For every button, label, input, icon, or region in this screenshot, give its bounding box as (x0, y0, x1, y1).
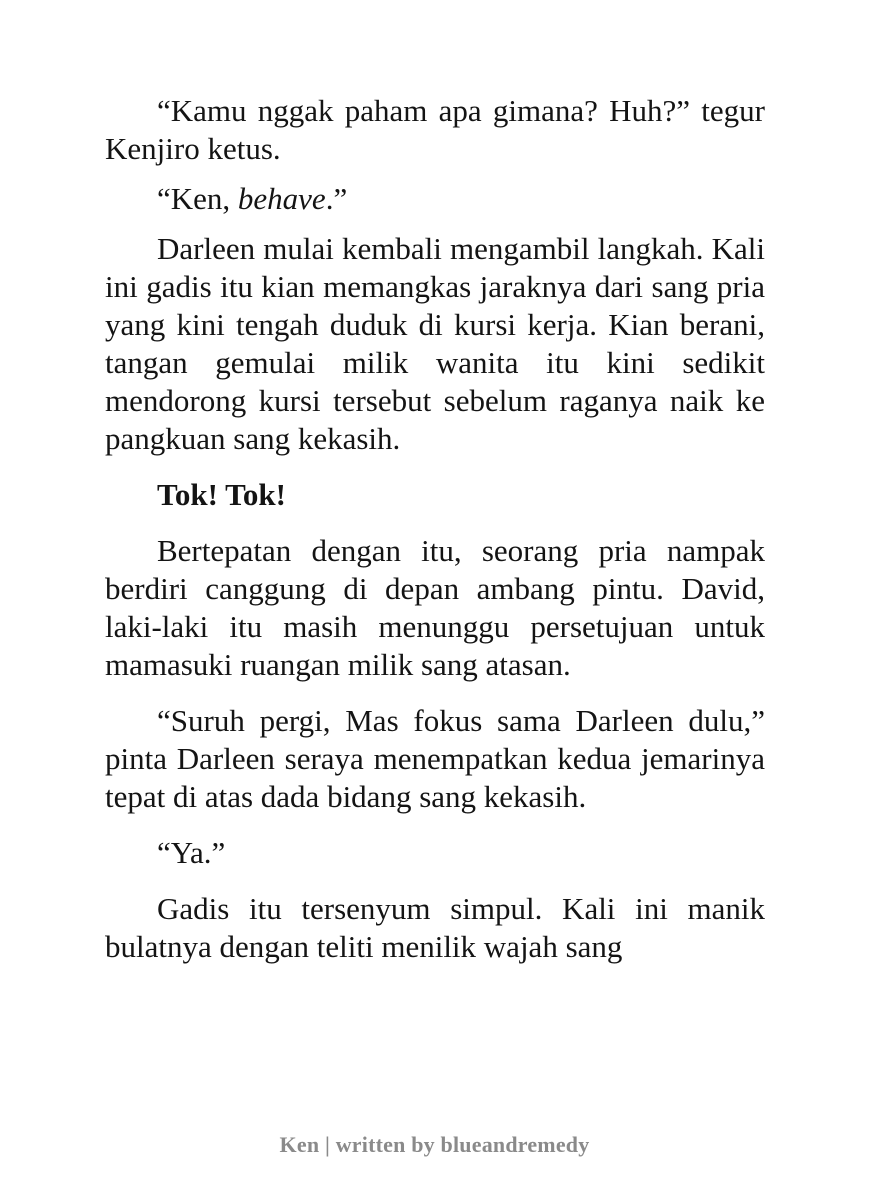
paragraph-dialogue-3: “Suruh pergi, Mas fokus sama Darleen dulu,” pinta Darleen seraya menempatkan kedua jemarinya tepat di atas dada bidang sang kekasih. (105, 703, 765, 814)
paragraph-narration-1: Darleen mulai kembali mengambil langkah. Kali ini gadis itu kian memangkas jaraknya dari sang pria yang kini tengah duduk di kursi kerja. Kian berani, tangan gemulai milik wanita itu kini sedikit mendorong kursi tersebut sebelum raganya naik ke pangkuan sang kekasih. (105, 231, 765, 456)
paragraph-dialogue-2 (105, 180, 765, 218)
page-body (105, 92, 765, 984)
dialogue-2-end: .” (325, 181, 348, 216)
paragraph-narration-3: Gadis itu tersenyum simpul. Kali ini manik bulatnya dengan teliti menilik wajah sang (105, 891, 765, 964)
dialogue-2-italic-word: behave (237, 181, 326, 216)
paragraph-sound-effect: Tok! Tok! (157, 477, 286, 512)
paragraph-narration-2: Bertepatan dengan itu, seorang pria nampak berdiri canggung di depan ambang pintu. David, laki-laki itu masih menunggu persetujuan untuk mamasuki ruangan milik sang atasan. (105, 533, 765, 682)
paragraph-dialogue-4: “Ya.” (157, 835, 226, 870)
page-footer: Ken | written by blueandremedy (279, 1132, 590, 1157)
dialogue-2-start: “Ken, (157, 181, 238, 216)
paragraph-dialogue-1: “Kamu nggak paham apa gimana? Huh?” tegur Kenjiro ketus. (105, 93, 765, 166)
